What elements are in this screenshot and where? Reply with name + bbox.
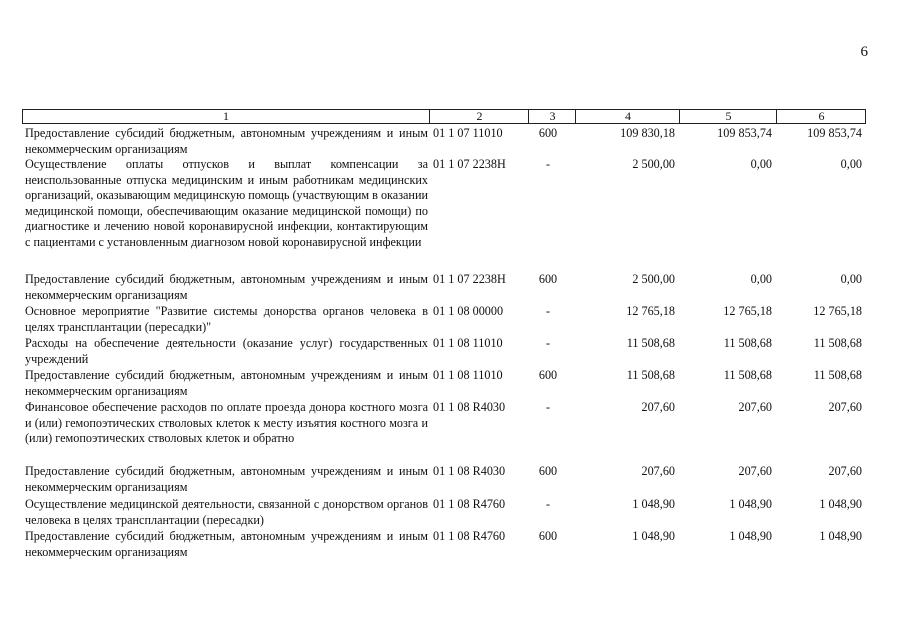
- row-code: 01 1 08 11010: [433, 336, 503, 350]
- row-description: Финансовое обеспечение расходов по оплате проезда донора костного мозга и (или) гемопоэтических стволовых клеток к месту изъятия костного мозга и (или) гемопоэтических стволовых клеток и обратно: [25, 400, 428, 445]
- table-header-row: [22, 109, 866, 124]
- row-group: 600: [538, 464, 558, 478]
- row-group: 600: [538, 529, 558, 543]
- row-value-4: 2 500,00: [632, 157, 675, 171]
- row-value-5: 11 508,68: [723, 368, 772, 382]
- row-value-5: 109 853,74: [717, 126, 772, 140]
- row-value-5: 0,00: [750, 272, 772, 286]
- row-value-5: 1 048,90: [729, 529, 772, 543]
- row-code: 01 1 07 11010: [433, 126, 503, 140]
- row-value-4: 207,60: [641, 464, 675, 478]
- page-number: 6: [860, 44, 868, 60]
- header-col-4: 4: [575, 110, 680, 123]
- row-value-5: 12 765,18: [723, 304, 772, 318]
- row-group: 600: [538, 368, 558, 382]
- row-description: Расходы на обеспечение деятельности (оказание услуг) государственных учреждений: [25, 336, 428, 366]
- row-value-4: 1 048,90: [632, 529, 675, 543]
- row-value-5: 207,60: [738, 464, 772, 478]
- row-group: -: [545, 497, 551, 511]
- row-code: 01 1 08 R4760: [433, 529, 506, 543]
- row-group: -: [545, 336, 551, 350]
- header-col-5: 5: [679, 110, 777, 123]
- row-value-4: 1 048,90: [632, 497, 675, 511]
- row-description: Предоставление субсидий бюджетным, автономным учреждениям и иным некоммерческим организациям: [25, 529, 428, 559]
- row-value-6: 11 508,68: [813, 368, 862, 382]
- row-group: -: [545, 157, 551, 171]
- row-value-6: 109 853,74: [807, 126, 862, 140]
- row-description: Предоставление субсидий бюджетным, автономным учреждениям и иным некоммерческим организациям: [25, 368, 428, 398]
- row-value-4: 207,60: [641, 400, 675, 414]
- row-description: Предоставление субсидий бюджетным, автономным учреждениям и иным некоммерческим организациям: [25, 272, 428, 302]
- header-col-3: 3: [528, 110, 576, 123]
- row-group: 600: [538, 126, 558, 140]
- row-description: Осуществление медицинской деятельности, связанной с донорством органов человека в целях трансплантации (пересадки): [25, 497, 428, 527]
- row-value-6: 1 048,90: [819, 497, 862, 511]
- header-col-2: 2: [429, 110, 529, 123]
- row-description: Предоставление субсидий бюджетным, автономным учреждениям и иным некоммерческим организациям: [25, 464, 428, 494]
- row-description: Предоставление субсидий бюджетным, автономным учреждениям и иным некоммерческим организациям: [25, 126, 428, 156]
- row-value-6: 11 508,68: [813, 336, 862, 350]
- row-value-6: 12 765,18: [813, 304, 862, 318]
- row-group: -: [545, 400, 551, 414]
- header-col-1: 1: [223, 109, 229, 123]
- row-value-5: 11 508,68: [723, 336, 772, 350]
- row-code: 01 1 07 2238Н: [433, 157, 506, 171]
- row-value-5: 0,00: [750, 157, 772, 171]
- row-code: 01 1 08 00000: [433, 304, 504, 318]
- row-code: 01 1 08 R4760: [433, 497, 506, 511]
- row-value-6: 207,60: [828, 464, 862, 478]
- header-col-6: 6: [776, 110, 866, 123]
- row-description: Осуществление оплаты отпусков и выплат компенсации за неиспользованные отпуска медицинским и иным работникам медицинских организаций, оказывающим медицинскую помощь (участвующим в оказании медицинской помощи, обеспечивающим оказание медицинской помощи) по диагностике и лечению новой коронавирусной инфекции, контактирующим с пациентами с установленным диагнозом новой коронавирусной инфекции: [25, 157, 428, 249]
- row-value-5: 207,60: [738, 400, 772, 414]
- row-description: Основное мероприятие "Развитие системы донорства органов человека в целях трансплантации (пересадки)": [25, 304, 428, 334]
- row-value-4: 11 508,68: [626, 336, 675, 350]
- row-group: 600: [538, 272, 558, 286]
- row-code: 01 1 08 11010: [433, 368, 503, 382]
- row-value-6: 1 048,90: [819, 529, 862, 543]
- row-code: 01 1 08 R4030: [433, 464, 506, 478]
- row-code: 01 1 07 2238Н: [433, 272, 506, 286]
- row-value-5: 1 048,90: [729, 497, 772, 511]
- row-group: -: [545, 304, 551, 318]
- row-value-6: 0,00: [840, 272, 862, 286]
- row-value-4: 109 830,18: [620, 126, 675, 140]
- row-code: 01 1 08 R4030: [433, 400, 506, 414]
- row-value-4: 2 500,00: [632, 272, 675, 286]
- row-value-4: 11 508,68: [626, 368, 675, 382]
- row-value-6: 0,00: [840, 157, 862, 171]
- row-value-4: 12 765,18: [626, 304, 675, 318]
- row-value-6: 207,60: [828, 400, 862, 414]
